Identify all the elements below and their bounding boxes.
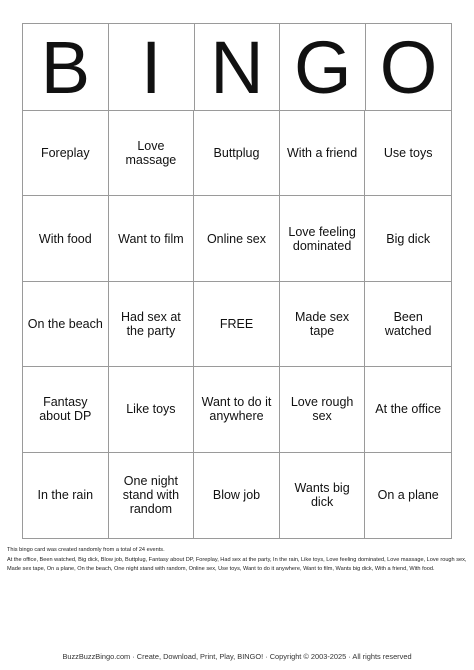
cell-text: Online sex xyxy=(206,231,267,246)
card-info-note xyxy=(7,546,467,575)
bingo-cell xyxy=(109,196,195,281)
note-intro: This bingo card was created randomly from a total of 24 events. xyxy=(7,547,165,553)
cell-text: One night stand with random xyxy=(122,474,180,517)
cell-text: On the beach xyxy=(27,316,103,331)
bingo-cell xyxy=(23,282,109,367)
header-letter-o: O xyxy=(379,26,438,109)
bingo-cell xyxy=(23,367,109,452)
bingo-cell xyxy=(194,196,280,281)
bingo-cell xyxy=(194,453,280,538)
cell-text: Use toys xyxy=(383,146,433,161)
bingo-cell xyxy=(365,453,451,538)
bingo-header xyxy=(23,24,451,111)
cell-text: Made sex tape xyxy=(294,309,350,338)
cell-text: Want to do it anywhere xyxy=(201,395,272,424)
bingo-cell xyxy=(23,111,109,196)
cell-text: Been watched xyxy=(384,309,432,338)
cell-text: Love rough sex xyxy=(290,395,354,424)
bingo-cell xyxy=(23,196,109,281)
cell-text: Had sex at the party xyxy=(121,309,181,338)
cell-text: Wants big dick xyxy=(294,481,350,510)
bingo-cell xyxy=(109,111,195,196)
header-letter-n: N xyxy=(195,24,281,110)
bingo-cell xyxy=(365,282,451,367)
bingo-cell xyxy=(23,453,109,538)
cell-text: Big dick xyxy=(386,231,431,246)
cell-text: Foreplay xyxy=(40,146,90,161)
bingo-cell xyxy=(280,367,366,452)
free-space-cell xyxy=(194,282,280,367)
bingo-cell xyxy=(365,196,451,281)
bingo-grid xyxy=(23,111,451,538)
header-letter-b: B xyxy=(23,24,109,110)
bingo-cell xyxy=(365,367,451,452)
cell-text: Fantasy about DP xyxy=(39,395,92,424)
cell-text: With food xyxy=(38,231,92,246)
cell-text: In the rain xyxy=(37,488,94,503)
cell-text: Want to film xyxy=(118,231,184,246)
cell-text: With a friend xyxy=(287,146,358,161)
bingo-cell xyxy=(280,453,366,538)
bingo-card xyxy=(22,23,452,539)
header-letter-g: G xyxy=(280,24,366,110)
bingo-cell xyxy=(194,111,280,196)
bingo-cell xyxy=(280,282,366,367)
bingo-cell xyxy=(109,367,195,452)
bingo-cell xyxy=(109,282,195,367)
cell-text: FREE xyxy=(219,316,254,331)
bingo-cell xyxy=(109,453,195,538)
cell-text: Buttplug xyxy=(213,146,260,161)
header-letter-i: I xyxy=(109,24,195,110)
cell-text: At the office xyxy=(375,402,442,417)
cell-text: Blow job xyxy=(212,488,261,503)
bingo-cell xyxy=(194,367,280,452)
cell-text: Love massage xyxy=(125,139,177,168)
site-footer: BuzzBuzzBingo.com · Create, Download, Print, Play, BINGO! · Copyright © 2003-2025 · All rights reserved xyxy=(62,652,412,661)
cell-text: Love feeling dominated xyxy=(288,224,356,253)
cell-text: On a plane xyxy=(377,488,439,503)
bingo-cell xyxy=(365,111,451,196)
bingo-cell xyxy=(280,196,366,281)
bingo-cell xyxy=(280,111,366,196)
note-event-list: At the office, Been watched, Big dick, Blow job, Buttplug, Fantasy about DP, Foreplay, Had sex at the party, In the rain, Like toys, Love feeling dominated, Love massage, Love rough sex, Made sex tape, On a plane, On the beach, One night stand with random, Online sex, Use toys, Want to do it anywhere, Want to film, Wants big dick, With a friend, With food. xyxy=(7,556,467,572)
cell-text: Like toys xyxy=(126,402,176,417)
